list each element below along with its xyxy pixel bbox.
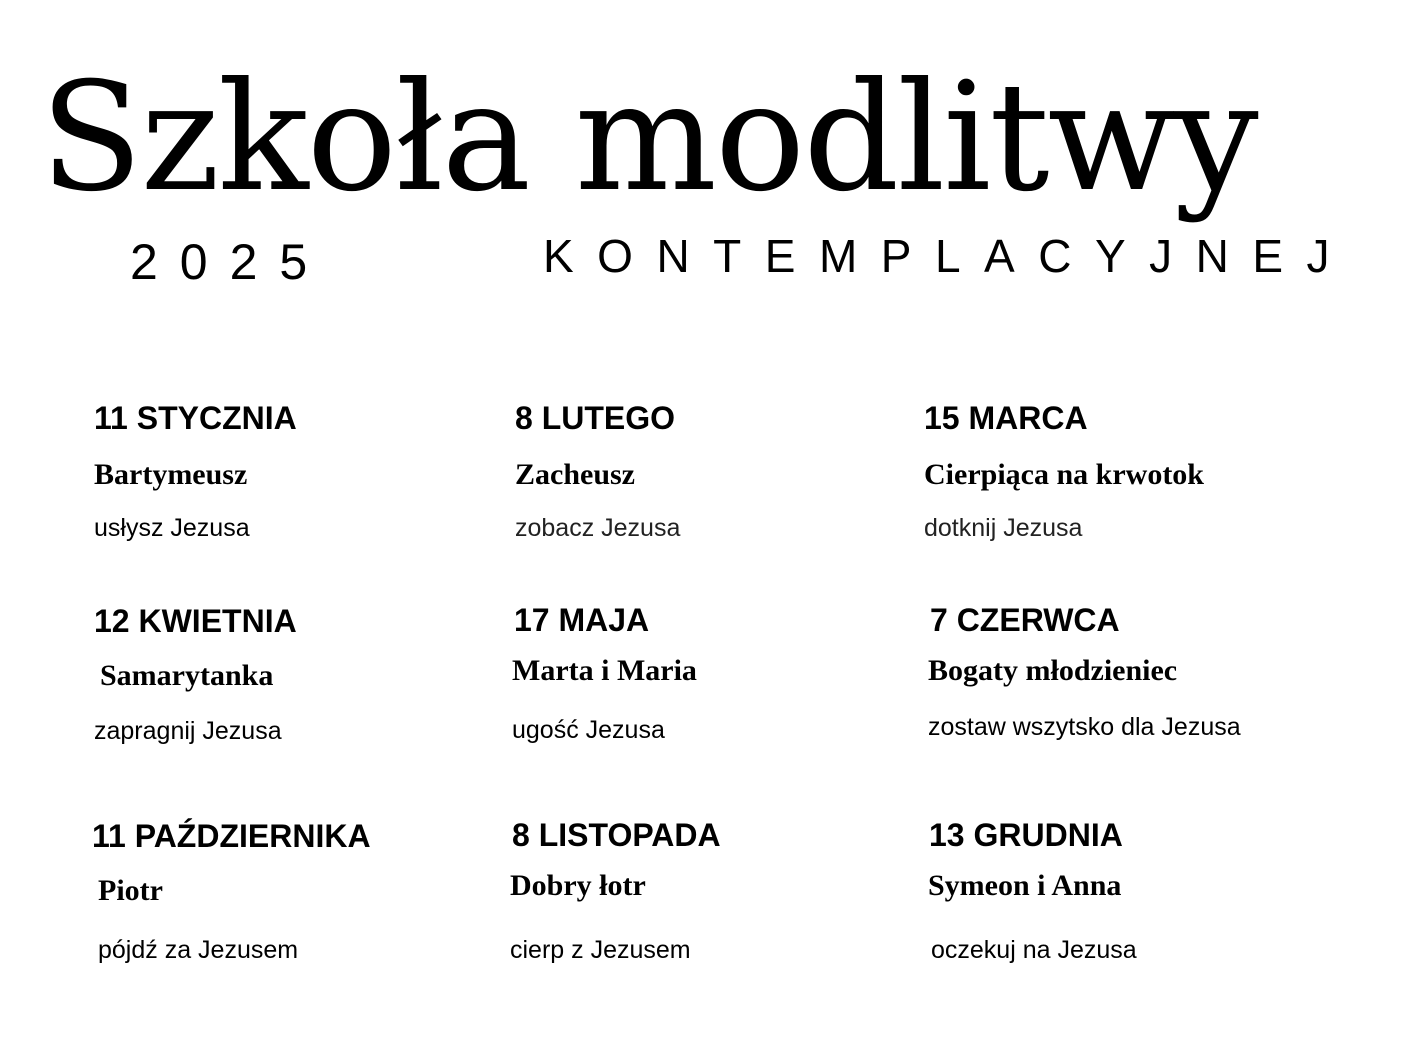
event-phrase: dotknij Jezusa [924, 514, 1083, 542]
event-phrase: cierp z Jezusem [510, 936, 691, 964]
year-label: 2025 [130, 234, 330, 290]
event-phrase: oczekuj na Jezusa [931, 936, 1137, 964]
page-title: Szkoła modlitwy [40, 51, 1257, 225]
event-name: Cierpiąca na krwotok [924, 458, 1204, 491]
event-name: Bartymeusz [94, 458, 248, 491]
event-date: 8 LISTOPADA [512, 817, 721, 853]
event-phrase: ugość Jezusa [512, 716, 665, 744]
event-phrase: zobacz Jezusa [515, 514, 681, 542]
event-phrase: usłysz Jezusa [94, 514, 250, 542]
event-date: 7 CZERWCA [930, 602, 1120, 638]
event-name: Samarytanka [100, 659, 274, 692]
event-date: 17 MAJA [514, 602, 650, 638]
event-name: Zacheusz [515, 458, 635, 491]
event-name: Bogaty młodzieniec [928, 654, 1178, 687]
event-date: 11 STYCZNIA [94, 400, 297, 436]
event-name: Symeon i Anna [928, 869, 1122, 902]
event-name: Marta i Maria [512, 654, 697, 687]
event-date: 8 LUTEGO [515, 400, 676, 436]
event-date: 13 GRUDNIA [929, 817, 1123, 853]
page-subtitle: KONTEMPLACYJNEJ [543, 230, 1354, 282]
event-name: Dobry łotr [510, 869, 646, 902]
event-date: 15 MARCA [924, 400, 1088, 436]
event-name: Piotr [98, 874, 163, 907]
event-phrase: zapragnij Jezusa [94, 717, 282, 745]
event-phrase: pójdź za Jezusem [98, 936, 299, 964]
event-date: 11 PAŹDZIERNIKA [92, 818, 371, 854]
event-date: 12 KWIETNIA [94, 603, 297, 639]
event-phrase: zostaw wszytsko dla Jezusa [928, 713, 1241, 741]
